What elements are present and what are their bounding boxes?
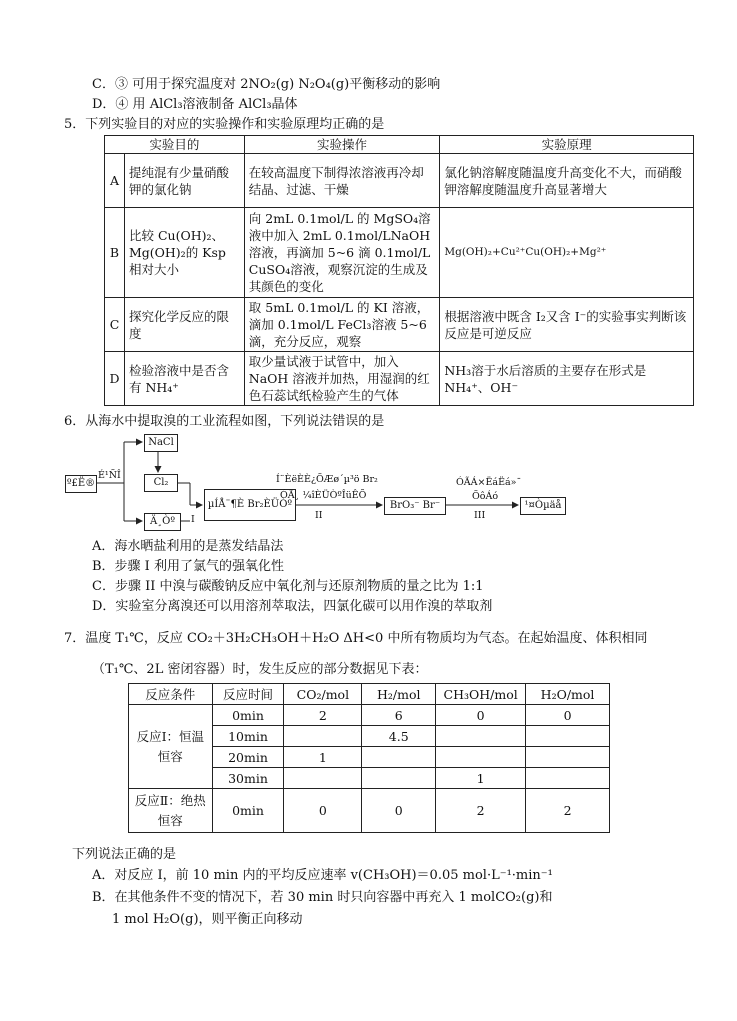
flow-op2a: Í¨ÈëÈÈ¿ÕÆø´µ³ö Br₂ bbox=[276, 474, 378, 485]
table-cell bbox=[526, 726, 610, 747]
q7-header-ch3oh: CH₃OH/mol bbox=[436, 684, 526, 705]
table-cell: 0 bbox=[526, 705, 610, 726]
table-cell: 0 bbox=[362, 789, 436, 833]
table-cell: 2 bbox=[526, 789, 610, 833]
flow-nacl-box: NaCl bbox=[144, 434, 178, 452]
q7-option-b-line1: B．在其他条件不变的情况下，若 30 min 时只向容器中再充入 1 molCO₂(g)和 bbox=[92, 890, 553, 905]
q7-option-a: A．对反应 I，前 10 min 内的平均反应速率 v(CH₃OH)＝0.05 mol·L⁻¹·min⁻¹ bbox=[92, 868, 553, 883]
flow-seawater-box: º£Ë® bbox=[65, 475, 97, 493]
flow-brline-box: BrO₃⁻ Br⁻ bbox=[384, 497, 446, 515]
q7-option-b-line2: 1 mol H₂O(g)，则平衡正向移动 bbox=[112, 912, 303, 927]
q5-header-operation: 实验操作 bbox=[244, 136, 440, 154]
table-cell: 30min bbox=[212, 768, 284, 789]
q7-condition-1: 反应Ⅰ：恒温恒容 bbox=[129, 705, 213, 789]
q5-purpose-cell: 检验溶液中是否含有 NH₄⁺ bbox=[124, 352, 244, 406]
table-cell: 10min bbox=[212, 726, 284, 747]
q6-option-c: C．步骤 II 中溴与碳酸钠反应中氧化剂与还原剂物质的量之比为 1:1 bbox=[92, 579, 484, 594]
table-row bbox=[129, 705, 610, 726]
q7-stem-line1: 7．温度 T₁℃，反应 CO₂＋3H₂CH₃OH＋H₂O ΔH<0 中所有物质均为气态。在起始温度、体积相同 bbox=[64, 631, 648, 646]
q5-header-principle: 实验原理 bbox=[440, 136, 694, 154]
flow-cl2-box: Cl₂ bbox=[144, 474, 178, 492]
q5-principle-cell: NH₃溶于水后溶质的主要存在形式是 NH₄⁺、OH⁻ bbox=[440, 352, 694, 406]
flow-step1: I bbox=[191, 514, 195, 525]
q4-option-d: D．④ 用 AlCl₃溶液制备 AlCl₃晶体 bbox=[92, 97, 298, 112]
table-cell bbox=[284, 768, 362, 789]
q5-purpose-cell: 提纯混有少量硝酸钾的氯化钠 bbox=[124, 154, 244, 208]
q7-condition-2: 反应Ⅱ：绝热恒容 bbox=[129, 789, 213, 833]
q5-header-purpose: 实验目的 bbox=[105, 136, 245, 154]
q5-principle-cell: 根据溶液中既含 I₂又含 I⁻的实验事实判断该反应是可逆反应 bbox=[440, 298, 694, 352]
table-cell bbox=[284, 726, 362, 747]
table-cell: 0 bbox=[284, 789, 362, 833]
flow-op3a: ÓÃÁ×ËáËá»¯ bbox=[456, 477, 522, 488]
q5-stem: 5．下列实验目的对应的实验操作和实验原理均正确的是 bbox=[64, 117, 385, 132]
table-cell: 2 bbox=[436, 789, 526, 833]
q7-header-time: 反应时间 bbox=[212, 684, 284, 705]
table-cell bbox=[526, 768, 610, 789]
flow-product-box: ¹¤Òµäå bbox=[520, 497, 566, 515]
flow-lowbr-box: µÍÅ¨¶È Br₂ÈÜÒº bbox=[204, 489, 296, 521]
flow-step2: II bbox=[315, 510, 323, 521]
table-cell bbox=[526, 747, 610, 768]
flow-mother-box: Ä¸Òº bbox=[144, 513, 181, 531]
table-cell: 20min bbox=[212, 747, 284, 768]
table-cell: 0min bbox=[212, 705, 284, 726]
q5-row-label: B bbox=[105, 208, 125, 298]
table-cell bbox=[362, 768, 436, 789]
q7-header-condition: 反应条件 bbox=[129, 684, 213, 705]
flow-op3b: ÕôÁó bbox=[472, 491, 499, 502]
q5-principle-cell: 氯化钠溶解度随温度升高变化不大，而硝酸钾溶解度随温度升高显著增大 bbox=[440, 154, 694, 208]
table-cell bbox=[436, 726, 526, 747]
flow-step3: III bbox=[474, 510, 486, 521]
q7-table bbox=[128, 683, 610, 833]
q7-header-co2: CO₂/mol bbox=[284, 684, 362, 705]
q5-operation-cell: 在较高温度下制得浓溶液再冷却结晶、过滤、干燥 bbox=[244, 154, 440, 208]
q5-purpose-cell: 探究化学反应的限度 bbox=[124, 298, 244, 352]
q5-row-label: C bbox=[105, 298, 125, 352]
table-cell bbox=[436, 747, 526, 768]
flow-op2b: ÓÃ¸ ¼îÈÜÒºÎüÊÕ bbox=[280, 490, 367, 501]
table-row bbox=[129, 789, 610, 833]
q7-header-h2: H₂/mol bbox=[362, 684, 436, 705]
q7-stem-line2: （T₁℃、2L 密闭容器）时，发生反应的部分数据见下表： bbox=[92, 662, 428, 677]
table-cell: 1 bbox=[284, 747, 362, 768]
q5-principle-cell: Mg(OH)₂+Cu²⁺Cu(OH)₂+Mg²⁺ bbox=[440, 208, 694, 298]
q5-operation-cell: 向 2mL 0.1mol/L 的 MgSO₄溶液中加入 2mL 0.1mol/LNaOH 溶液，再滴加 5~6 滴 0.1mol/L CuSO₄溶液，观察沉淀的生成及其颜色的变化 bbox=[244, 208, 440, 298]
q7-question: 下列说法正确的是 bbox=[72, 847, 177, 862]
q7-header-h2o: H₂O/mol bbox=[526, 684, 610, 705]
q6-option-d: D．实验室分离溴还可以用溶剂萃取法，四氯化碳可以用作溴的萃取剂 bbox=[92, 599, 493, 614]
q6-stem: 6．从海水中提取溴的工业流程如图，下列说法错误的是 bbox=[64, 414, 385, 429]
table-cell: 2 bbox=[284, 705, 362, 726]
q5-row-label: D bbox=[105, 352, 125, 406]
q5-operation-cell: 取少量试液于试管中，加入 NaOH 溶液并加热，用湿润的红色石蕊试纸检验产生的气体 bbox=[244, 352, 440, 406]
q6-option-a: A．海水晒盐利用的是蒸发结晶法 bbox=[92, 539, 284, 554]
q5-row-label: A bbox=[105, 154, 125, 208]
table-cell: 6 bbox=[362, 705, 436, 726]
q4-option-c: C．③ 可用于探究温度对 2NO₂(g) N₂O₄(g)平衡移动的影响 bbox=[92, 77, 441, 92]
q5-operation-cell: 取 5mL 0.1mol/L 的 KI 溶液，滴加 0.1mol/L FeCl₃溶液 5~6 滴，充分反应，观察 bbox=[244, 298, 440, 352]
table-cell: 0min bbox=[212, 789, 284, 833]
table-cell bbox=[362, 747, 436, 768]
q6-option-b: B．步骤 I 利用了氯气的强氧化性 bbox=[92, 559, 284, 574]
q5-purpose-cell: 比较 Cu(OH)₂、Mg(OH)₂的 Ksp 相对大小 bbox=[124, 208, 244, 298]
flow-evap-label: É¹ÑÎ bbox=[98, 470, 121, 481]
table-cell: 1 bbox=[436, 768, 526, 789]
table-cell: 0 bbox=[436, 705, 526, 726]
table-cell: 4.5 bbox=[362, 726, 436, 747]
